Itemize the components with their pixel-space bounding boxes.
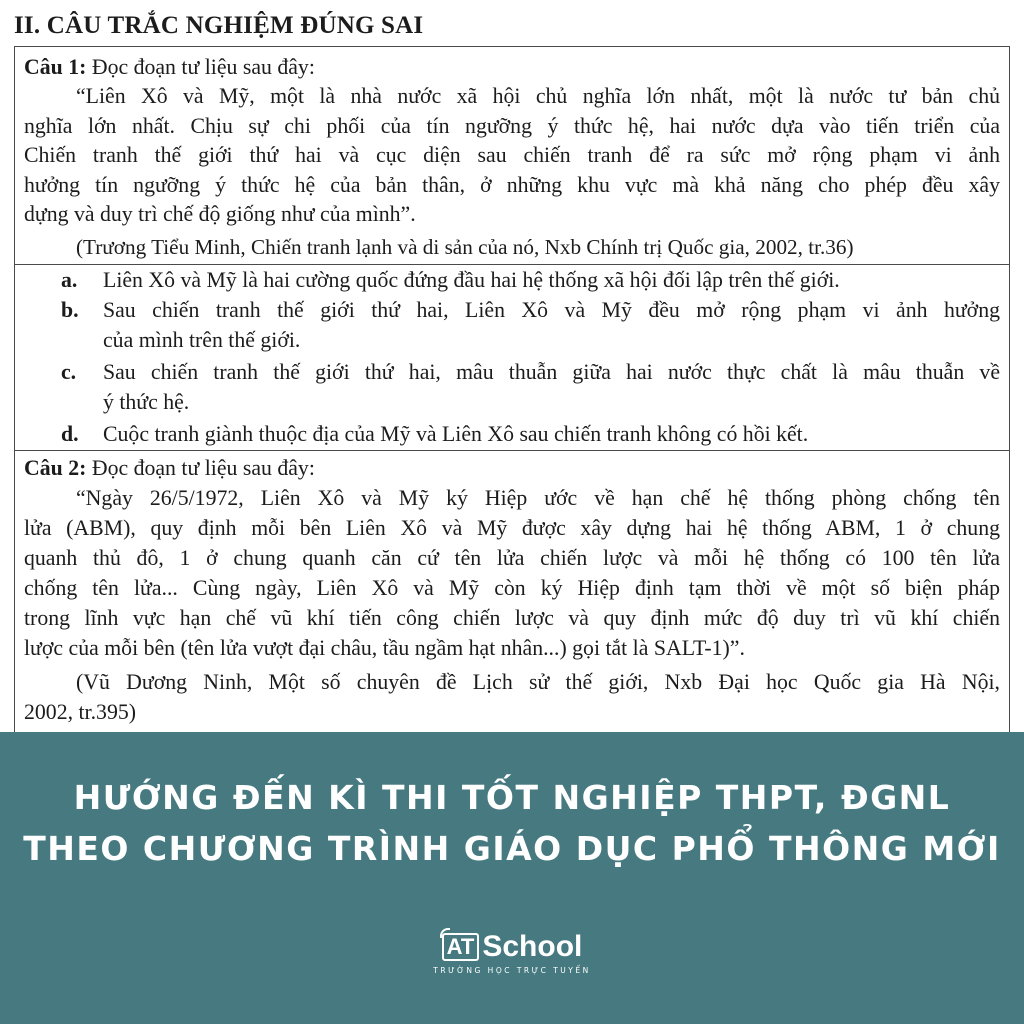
banner-headline: HƯỚNG ĐẾN KÌ THI TỐT NGHIỆP THPT, ĐGNL xyxy=(73,778,951,817)
q1-label: Câu 1: xyxy=(24,55,87,79)
q1-passage-line: Chiến tranh thế giới thứ hai và cục diện sau chiến tranh để ra sức mở rộng phạm vi ảnh xyxy=(24,143,1000,167)
q2-passage-line: lược của mỗi bên (tên lửa vượt đại châu, tầu ngầm hạt nhân...) gọi tắt là SALT-1)”. xyxy=(24,636,745,660)
q1-passage-line: nghĩa lớn nhất. Chịu sự chi phối của tín ngưỡng ý thức hệ, hai nước dựa vào tiến triển của xyxy=(24,114,1000,138)
q1-option-d-text: Cuộc tranh giành thuộc địa của Mỹ và Liên Xô sau chiến tranh không có hồi kết. xyxy=(103,422,809,446)
q1-option-d-label: d. xyxy=(61,422,79,446)
q2-passage-line: lửa (ABM), quy định mỗi bên Liên Xô và Mỹ được xây dựng hai hệ thống ABM, 1 ở chung xyxy=(24,516,1000,540)
q1-option-c-label: c. xyxy=(61,360,77,384)
q1-heading xyxy=(24,53,1000,83)
q1-option-c-text: ý thức hệ. xyxy=(103,390,190,414)
q2-passage-line: quanh thủ đô, 1 ở chung quanh căn cứ tên lửa chiến lược và mỗi hệ thống có 100 tên lửa xyxy=(24,546,1000,570)
logo-mark xyxy=(442,932,583,962)
q2-source: 2002, tr.395) xyxy=(24,700,137,724)
promo-banner xyxy=(0,732,1024,1024)
section-title: II. CÂU TRẮC NGHIỆM ĐÚNG SAI xyxy=(14,12,424,39)
q1-option-b-text: của mình trên thế giới. xyxy=(103,328,301,352)
q1-passage-line: dựng và duy trì chế độ giống như của mình”. xyxy=(24,202,416,226)
q2-label: Câu 2: xyxy=(24,456,87,480)
atschool-logo xyxy=(0,932,1024,975)
q2-passage-line: chống tên lửa... Cùng ngày, Liên Xô và Mỹ còn ký Hiệp định tạm thời về một số biện pháp xyxy=(24,576,1000,600)
q1-option-a-label: a. xyxy=(61,268,78,292)
q2-heading xyxy=(24,454,1000,484)
table-divider xyxy=(14,450,1010,451)
logo-tagline: TRƯỜNG HỌC TRỰC TUYẾN xyxy=(433,966,591,975)
q1-passage-line: “Liên Xô và Mỹ, một là nhà nước xã hội chủ nghĩa lớn nhất, một là nước tư bản chủ xyxy=(76,84,1000,108)
q1-passage-line: hưởng tín ngưỡng ý thức hệ của bản thân, ở những khu vực mà khả năng cho phép đều xây xyxy=(24,173,1000,197)
q2-passage-line: “Ngày 26/5/1972, Liên Xô và Mỹ ký Hiệp ước về hạn chế hệ thống phòng chống tên xyxy=(76,486,1000,510)
q1-option-b-text: Sau chiến tranh thế giới thứ hai, Liên Xô và Mỹ đều mở rộng phạm vi ảnh hưởng xyxy=(103,298,1000,322)
q1-source: (Trương Tiểu Minh, Chiến tranh lạnh và di sản của nó, Nxb Chính trị Quốc gia, 2002, tr.36) xyxy=(76,235,854,259)
q1-option-b-label: b. xyxy=(61,298,79,322)
q1-intro: Đọc đoạn tư liệu sau đây: xyxy=(86,55,315,79)
banner-subheadline: THEO CHƯƠNG TRÌNH GIÁO DỤC PHỔ THÔNG MỚI xyxy=(23,829,1001,868)
logo-name: School xyxy=(482,930,583,963)
q2-passage-line: trong lĩnh vực hạn chế vũ khí tiến công chiến lược và quy định mức độ duy trì vũ khí chiến xyxy=(24,606,1000,630)
q2-intro: Đọc đoạn tư liệu sau đây: xyxy=(86,456,315,480)
q1-option-a-text: Liên Xô và Mỹ là hai cường quốc đứng đầu hai hệ thống xã hội đối lập trên thế giới. xyxy=(103,268,840,292)
table-divider xyxy=(14,264,1010,265)
q2-source: (Vũ Dương Ninh, Một số chuyên đề Lịch sử thế giới, Nxb Đại học Quốc gia Hà Nội, xyxy=(76,670,1000,694)
q1-option-c-text: Sau chiến tranh thế giới thứ hai, mâu thuẫn giữa hai nước thực chất là mâu thuẫn về xyxy=(103,360,1000,384)
logo-at-icon: AT xyxy=(442,933,480,961)
